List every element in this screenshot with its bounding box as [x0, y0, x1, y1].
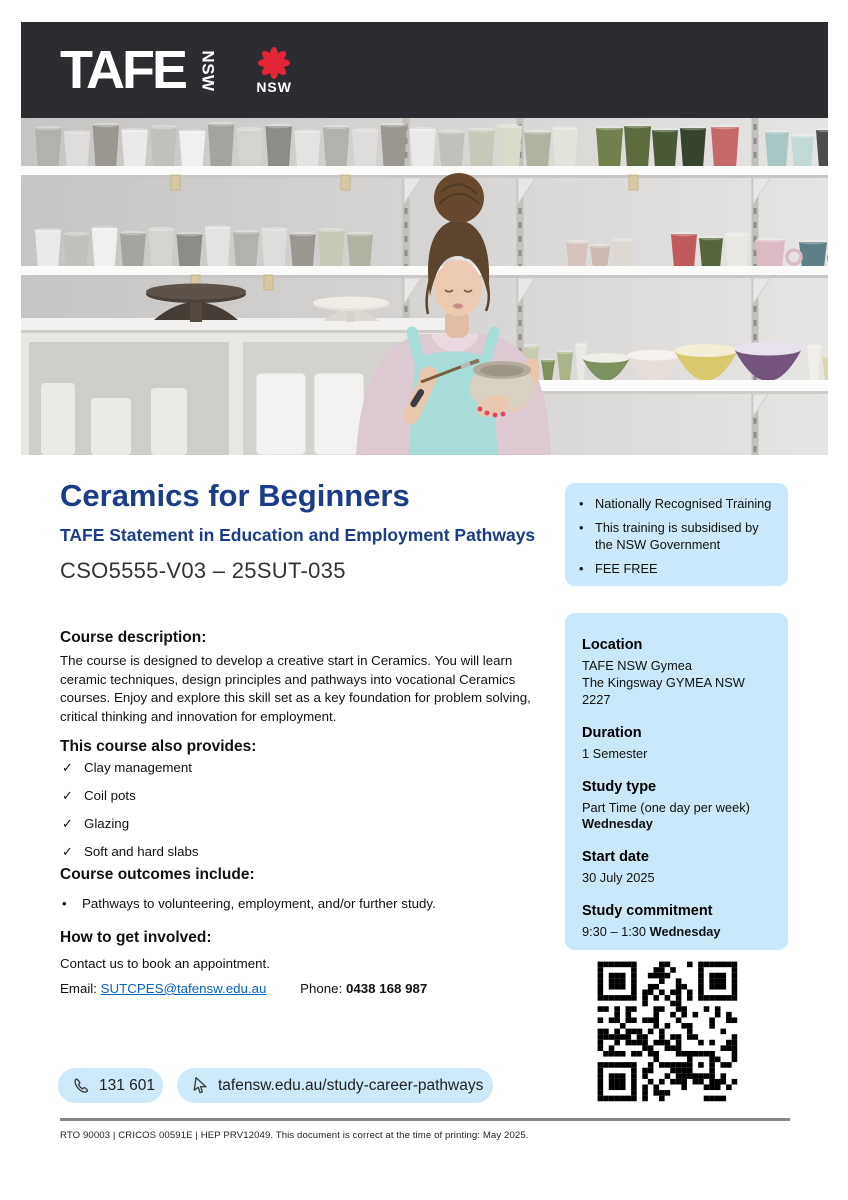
email-link[interactable]: SUTCPES@tafensw.edu.au [100, 981, 267, 996]
check-icon: ✓ [62, 816, 73, 831]
start-date-heading: Start date [582, 849, 649, 866]
phone-button[interactable] [58, 1068, 163, 1103]
location-line: The Kingsway GYMEA NSW 2227 [582, 674, 745, 707]
check-icon: ✓ [62, 844, 73, 859]
phone-label: Phone: [300, 981, 343, 996]
location-heading: Location [582, 637, 643, 653]
tafe-nsw-logo [60, 40, 228, 100]
list-item [62, 844, 199, 860]
outcome-text: Pathways to volunteering, employment, and/or further study. [82, 896, 436, 911]
list-item [62, 760, 199, 776]
provides-text: Glazing [84, 816, 130, 831]
highlights-box [565, 483, 788, 586]
involved-body: Contact us to book an appointment. [60, 956, 270, 971]
waratah-icon [254, 45, 294, 81]
course-code: CSO5555-V03 – 25SUT-035 [60, 558, 346, 583]
highlight-text: Nationally Recognised Training [595, 496, 772, 511]
list-item [62, 788, 199, 804]
bullet-icon: • [579, 560, 584, 576]
description-body: The course is designed to develop a creative start in Ceramics. You will learn ceramic techniques, design principles and pathways into vocational Ceramics courses. Enjoy and explore this skill set as a key foundation for problem solving, critical thinking and innovation for employment. [60, 653, 531, 724]
highlight-item [579, 496, 776, 513]
list-item [62, 896, 436, 911]
website-button[interactable] [177, 1068, 493, 1103]
location-line: TAFE NSW Gymea [582, 658, 692, 673]
duration-value: 1 Semester [582, 745, 648, 761]
provides-text: Coil pots [84, 788, 136, 803]
website-button-label: tafensw.edu.au/study-career-pathways [218, 1076, 484, 1094]
provides-text: Soft and hard slabs [84, 844, 199, 859]
phone-icon [72, 1076, 91, 1095]
highlight-item [579, 561, 776, 578]
involved-heading: How to get involved: [60, 929, 212, 946]
bullet-icon: • [579, 496, 584, 511]
bullet-icon: • [579, 519, 584, 535]
tafe-nsw-vertical-text: NSW [198, 50, 218, 92]
contact-line [60, 981, 427, 996]
course-details-box [565, 613, 788, 950]
nsw-government-logo [254, 45, 294, 95]
study-type-day: Wednesday [582, 816, 653, 832]
outcomes-heading: Course outcomes include: [60, 866, 255, 883]
course-subtitle: TAFE Statement in Education and Employment Pathways [60, 525, 536, 545]
footer-divider [60, 1118, 790, 1121]
description-heading: Course description: [60, 629, 207, 646]
page-title: Ceramics for Beginners [60, 478, 410, 513]
phone-button-label: 131 601 [99, 1076, 156, 1094]
check-icon: ✓ [62, 760, 73, 775]
highlight-text: This training is subsidised by the NSW Government [595, 519, 759, 552]
fine-print: RTO 90003 | CRICOS 00591E | HEP PRV12049. This document is correct at the time of printing: May 2025. [60, 1130, 529, 1141]
check-icon: ✓ [62, 788, 73, 803]
qr-code [592, 956, 754, 1118]
phone-number: 0438 168 987 [345, 981, 428, 996]
bullet-icon: • [62, 896, 67, 911]
email-label: Email: [60, 981, 97, 996]
cursor-icon [191, 1076, 210, 1095]
highlight-item [579, 520, 776, 554]
commitment-heading: Study commitment [582, 903, 713, 920]
provides-list [62, 760, 199, 872]
tafe-wordmark: TAFE [60, 40, 185, 100]
header-bar [21, 22, 828, 118]
start-date-value: 30 July 2025 [582, 870, 655, 886]
commitment-value: 9:30 – 1:30 Wednesday [582, 924, 721, 940]
hero-image [21, 118, 828, 455]
nsw-logo-label: NSW [256, 79, 292, 95]
highlight-text: FEE FREE [595, 560, 658, 576]
provides-text: Clay management [84, 760, 192, 775]
duration-heading: Duration [582, 724, 642, 741]
list-item [62, 816, 199, 832]
provides-heading: This course also provides: [60, 738, 257, 755]
study-type-value: Part Time (one day per week) [582, 799, 750, 815]
study-type-heading: Study type [582, 778, 657, 795]
